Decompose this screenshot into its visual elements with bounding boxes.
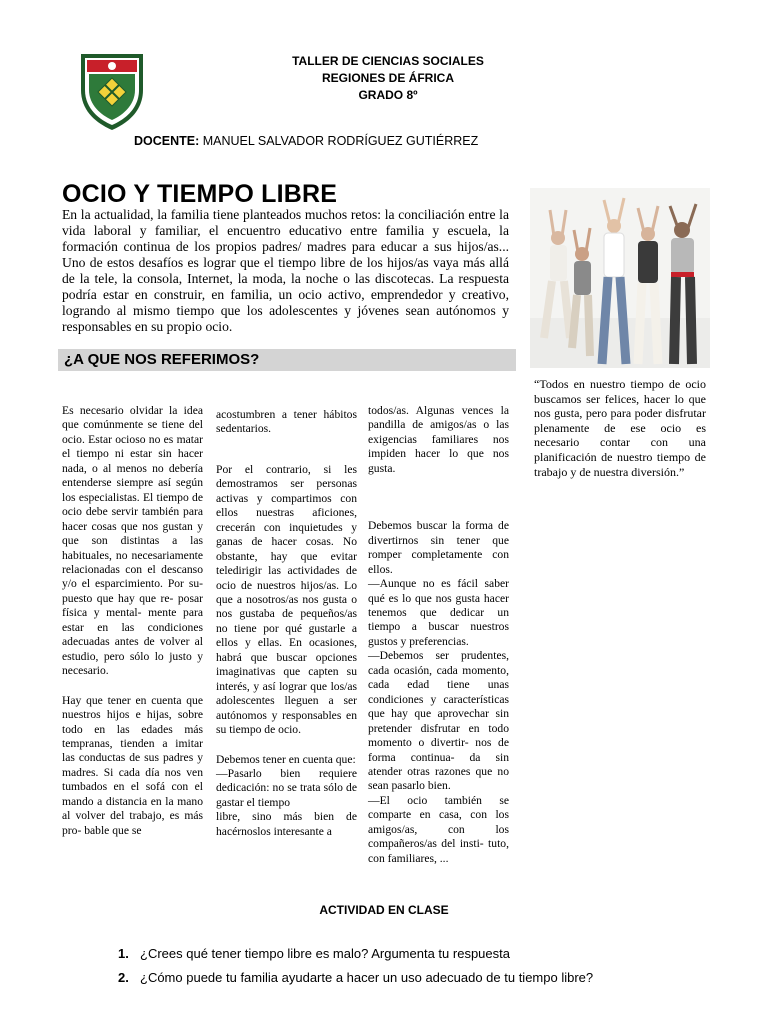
paragraph: —Pasarlo bien requiere dedicación: no se trata sólo de gastar el tiempo xyxy=(216,766,357,809)
paragraph: libre, sino más bien de hacérnoslos interesante a xyxy=(216,810,357,838)
paragraph: todos/as. Algunas vences la pandilla de amigos/as o las exigencias familiares nos impiden hacer lo que nos gusta. xyxy=(368,404,509,475)
question-2 xyxy=(118,970,593,985)
document-header xyxy=(230,53,546,104)
section-heading-bar xyxy=(58,349,516,371)
article-title: OCIO Y TIEMPO LIBRE xyxy=(62,180,338,208)
teacher-name: MANUEL SALVADOR RODRÍGUEZ GUTIÉRREZ xyxy=(199,134,479,148)
article-intro: En la actualidad, la familia tiene planteados muchos retos: la conciliación entre la vida laboral y familiar, el encuentro educativo entre familia y escuela, la formación continua de los propios padres/ madres para educar a sus hijos/as... Uno de estos desafíos es lograr que el tiempo libre de los hijos/as vaya más allá de la tele, la consola, Internet, la moda, la noche o las discotecas. La respuesta podría estar en construir, en familia, un ocio activo, emprendedor y creativo, logrando al mismo tiempo que los adolescentes y jóvenes sean autónomos y responsables en su propio ocio. xyxy=(62,207,509,334)
text-column-2 xyxy=(216,408,357,839)
header-grade: GRADO 8º xyxy=(358,88,418,102)
section-heading: ¿A QUE NOS REFERIMOS? xyxy=(64,351,260,368)
teacher-label: DOCENTE: xyxy=(134,134,200,148)
jumping-teenagers-photo xyxy=(530,188,710,368)
question-number: 2. xyxy=(118,970,129,985)
paragraph: Es necesario olvidar la idea que comúnmente se tiene del ocio. Estar ocioso no es matar el tiempo ni estar sin hacer nada, o al menos no debería entenderse siempre así según los especialistas. El tiempo de ocio debe servir también para hacer cosas que nos gustan y que son distintas a las habituales, no necesariamente relacionadas con el descanso y/o el esparcimiento. Por su- puesto que hay que re- posar física y mental- mente para estar en las condiciones adecuadas antes de volver al estudio, pero sólo lo justo y necesario. xyxy=(62,404,203,678)
paragraph: acostumbren a tener hábitos sedentarios. xyxy=(216,408,357,436)
school-shield-logo xyxy=(78,50,146,132)
paragraph: Debemos buscar la forma de divertirnos sin tener que romper completamente con ellos. xyxy=(368,519,509,576)
text-column-3 xyxy=(368,404,509,866)
header-workshop-title: TALLER DE CIENCIAS SOCIALES xyxy=(292,54,484,68)
paragraph: —Debemos ser prudentes, cada ocasión, cada momento, cada edad tiene unas condiciones y características que hay que aprovechar sin pretender disfrutar en todo momento o divertir- nos de forma continua- da sin atender otras razones que no sean pasarlo bien. xyxy=(368,649,509,793)
question-text: ¿Cómo puede tu familia ayudarte a hacer un uso adecuado de tu tiempo libre? xyxy=(140,970,594,985)
paragraph: —El ocio también se comparte en casa, con los amigos/as, con los compañeros/as del insti- tuto, con familiares, ... xyxy=(368,793,509,865)
pull-quote: “Todos en nuestro tiempo de ocio buscamos ser felices, hacer lo que nos gusta, pero para poder disfrutar plenamente de ese ocio es necesario contar con una planificación de nuestro tiempo de trabajo y de nuestra diversión.” xyxy=(534,377,706,479)
activity-title: ACTIVIDAD EN CLASE xyxy=(319,903,449,917)
question-1 xyxy=(118,946,510,961)
teacher-line xyxy=(134,134,478,148)
paragraph: Debemos tener en cuenta que: xyxy=(216,752,356,766)
header-topic: REGIONES DE ÁFRICA xyxy=(321,71,454,85)
paragraph: —Aunque no es fácil saber qué es lo que nos gusta hacer tenemos que dedicar un tiempo a buscar nuestros gustos y preferencias. xyxy=(368,577,509,648)
paragraph: Por el contrario, si les demostramos ser personas activas y compartimos con ellos nuestras aficiones, crecerán con inquietudes y ganas de hacer cosas. No obstante, hay que evitar teledirigir las actividades de ocio de nuestros hijos/as. Lo que a nosotros/as nos gusta o nos gustaba de pequeños/as no tiene por qué gustarle a ellos y ellas. En ocasiones, habrá que buscar opciones imaginativas que capten su interés, y así lograr que los/as adolescentes lleguen a ser autónomos y responsables en su tiempo de ocio. xyxy=(216,462,357,737)
question-text: ¿Crees qué tener tiempo libre es malo? Argumenta tu respuesta xyxy=(140,946,510,961)
paragraph: Hay que tener en cuenta que nuestros hijos e hijas, sobre todo en las edades más tempranas, tienden a imitar las conductas de sus padres y madres. Si cada día nos ven tumbados en el sofá con el mando a distancia en la mano al volver del trabajo, es más pro- bable que se xyxy=(62,693,203,837)
text-column-1 xyxy=(62,404,203,838)
question-number: 1. xyxy=(118,946,129,961)
